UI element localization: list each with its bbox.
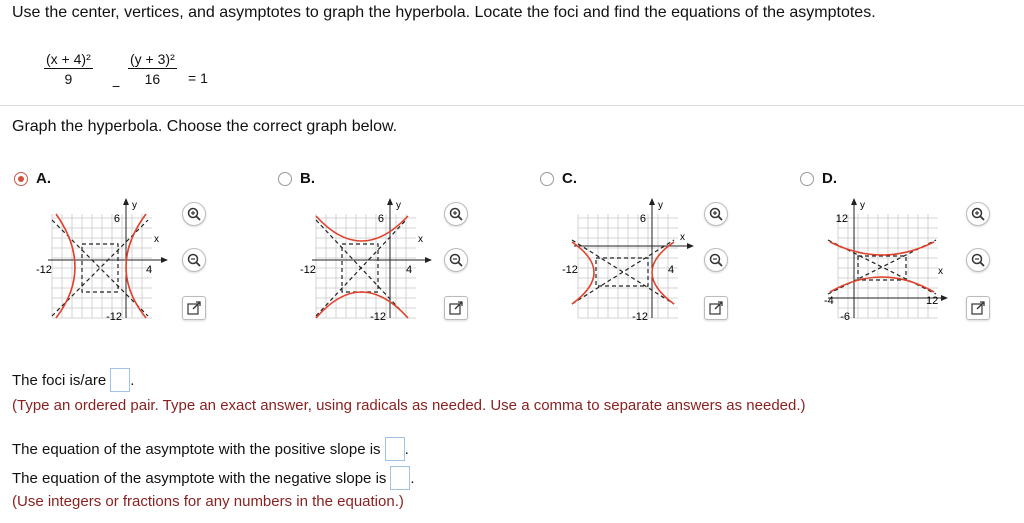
zoom-in-icon[interactable] (182, 202, 206, 226)
zoom-out-icon[interactable] (704, 248, 728, 272)
graph-a (36, 200, 159, 323)
graph-c-tick-y-top: 6 (639, 213, 646, 225)
graph-a-tick-x-right: 4 (146, 264, 153, 276)
graph-a-axis-y: y (132, 200, 137, 211)
positive-slope-row (12, 437, 409, 461)
graph-prompt: Graph the hyperbola. Choose the correct graph below. (12, 118, 398, 135)
graph-c (562, 200, 685, 323)
option-b[interactable] (278, 170, 315, 187)
negative-slope-input[interactable] (390, 466, 410, 490)
graph-b (300, 200, 423, 323)
option-c[interactable] (540, 170, 577, 187)
question-title: Use the center, vertices, and asymptotes to graph the hyperbola. Locate the foci and find the equations of the asymptotes. (12, 4, 876, 21)
graph-c-svg (562, 200, 685, 323)
graph-c-tick-x-left: -12 (562, 264, 578, 276)
zoom-in-icon[interactable] (704, 202, 728, 226)
graph-b-tick-y-bottom: -12 (370, 311, 386, 323)
graph-d-tick-x-right: 12 (926, 295, 939, 307)
option-a-label: A. (36, 170, 51, 187)
foci-row (12, 368, 134, 392)
expand-icon[interactable] (704, 296, 728, 320)
graph-d-tick-y-bottom: -6 (840, 311, 850, 323)
graph-b-axis-y: y (396, 200, 401, 211)
positive-slope-period: . (404, 440, 409, 458)
expand-icon[interactable] (966, 296, 990, 320)
expand-icon[interactable] (444, 296, 468, 320)
graph-a-tick-x-left: -12 (36, 264, 52, 276)
graph-b-tick-x-right: 4 (406, 264, 413, 276)
graph-a-tick-y-bottom: -12 (106, 311, 122, 323)
option-a-radio[interactable] (14, 172, 28, 186)
zoom-out-icon[interactable] (182, 248, 206, 272)
graph-d-tick-y-top: 12 (835, 213, 848, 225)
section-divider (0, 105, 1024, 106)
option-a[interactable] (14, 170, 51, 187)
term-1-denominator: 9 (64, 71, 73, 87)
zoom-in-icon[interactable] (966, 202, 990, 226)
term-2-numerator: (y + 3)² (130, 51, 175, 67)
graph-d-axis-x: x (938, 266, 943, 277)
equation-term-2 (128, 50, 177, 89)
term-2-denominator: 16 (144, 71, 161, 87)
foci-input[interactable] (110, 368, 130, 392)
graph-a-axis-x: x (154, 234, 159, 245)
graph-c-tick-x-right: 4 (668, 264, 675, 276)
foci-period: . (130, 371, 135, 389)
equation-rhs: = 1 (188, 70, 208, 86)
option-c-radio[interactable] (540, 172, 554, 186)
equation-term-1 (44, 50, 93, 89)
zoom-in-icon[interactable] (444, 202, 468, 226)
option-d[interactable] (800, 170, 837, 187)
zoom-out-icon[interactable] (966, 248, 990, 272)
graph-b-tick-y-top: 6 (377, 213, 384, 225)
equation-operator: − (112, 78, 121, 94)
graph-c-tick-y-bottom: -12 (632, 311, 648, 323)
graph-d-svg (824, 200, 943, 323)
graph-a-tick-y-top: 6 (113, 213, 120, 225)
negative-slope-period: . (410, 469, 415, 487)
option-c-label: C. (562, 170, 577, 187)
graph-c-axis-x: x (680, 232, 685, 243)
option-d-radio[interactable] (800, 172, 814, 186)
option-d-label: D. (822, 170, 837, 187)
negative-slope-row (12, 466, 415, 490)
graph-c-axis-y: y (658, 200, 663, 211)
foci-label: The foci is/are (12, 371, 107, 389)
option-b-label: B. (300, 170, 315, 187)
graph-d-tick-x-left: -4 (824, 295, 834, 307)
graph-d (824, 200, 943, 323)
option-b-radio[interactable] (278, 172, 292, 186)
term-1-numerator: (x + 4)² (46, 51, 91, 67)
graph-a-svg (36, 200, 159, 323)
foci-hint: (Type an ordered pair. Type an exact answer, using radicals as needed. Use a comma to separate answers as needed.) (12, 397, 806, 414)
zoom-out-icon[interactable] (444, 248, 468, 272)
graph-d-axis-y: y (860, 200, 865, 211)
expand-icon[interactable] (182, 296, 206, 320)
equation-hint: (Use integers or fractions for any numbers in the equation.) (12, 493, 404, 510)
graph-b-axis-x: x (418, 234, 423, 245)
positive-slope-input[interactable] (385, 437, 405, 461)
graph-b-tick-x-left: -12 (300, 264, 316, 276)
positive-slope-label: The equation of the asymptote with the positive slope is (12, 440, 381, 458)
negative-slope-label: The equation of the asymptote with the negative slope is (12, 469, 387, 487)
graph-b-svg (300, 200, 423, 323)
